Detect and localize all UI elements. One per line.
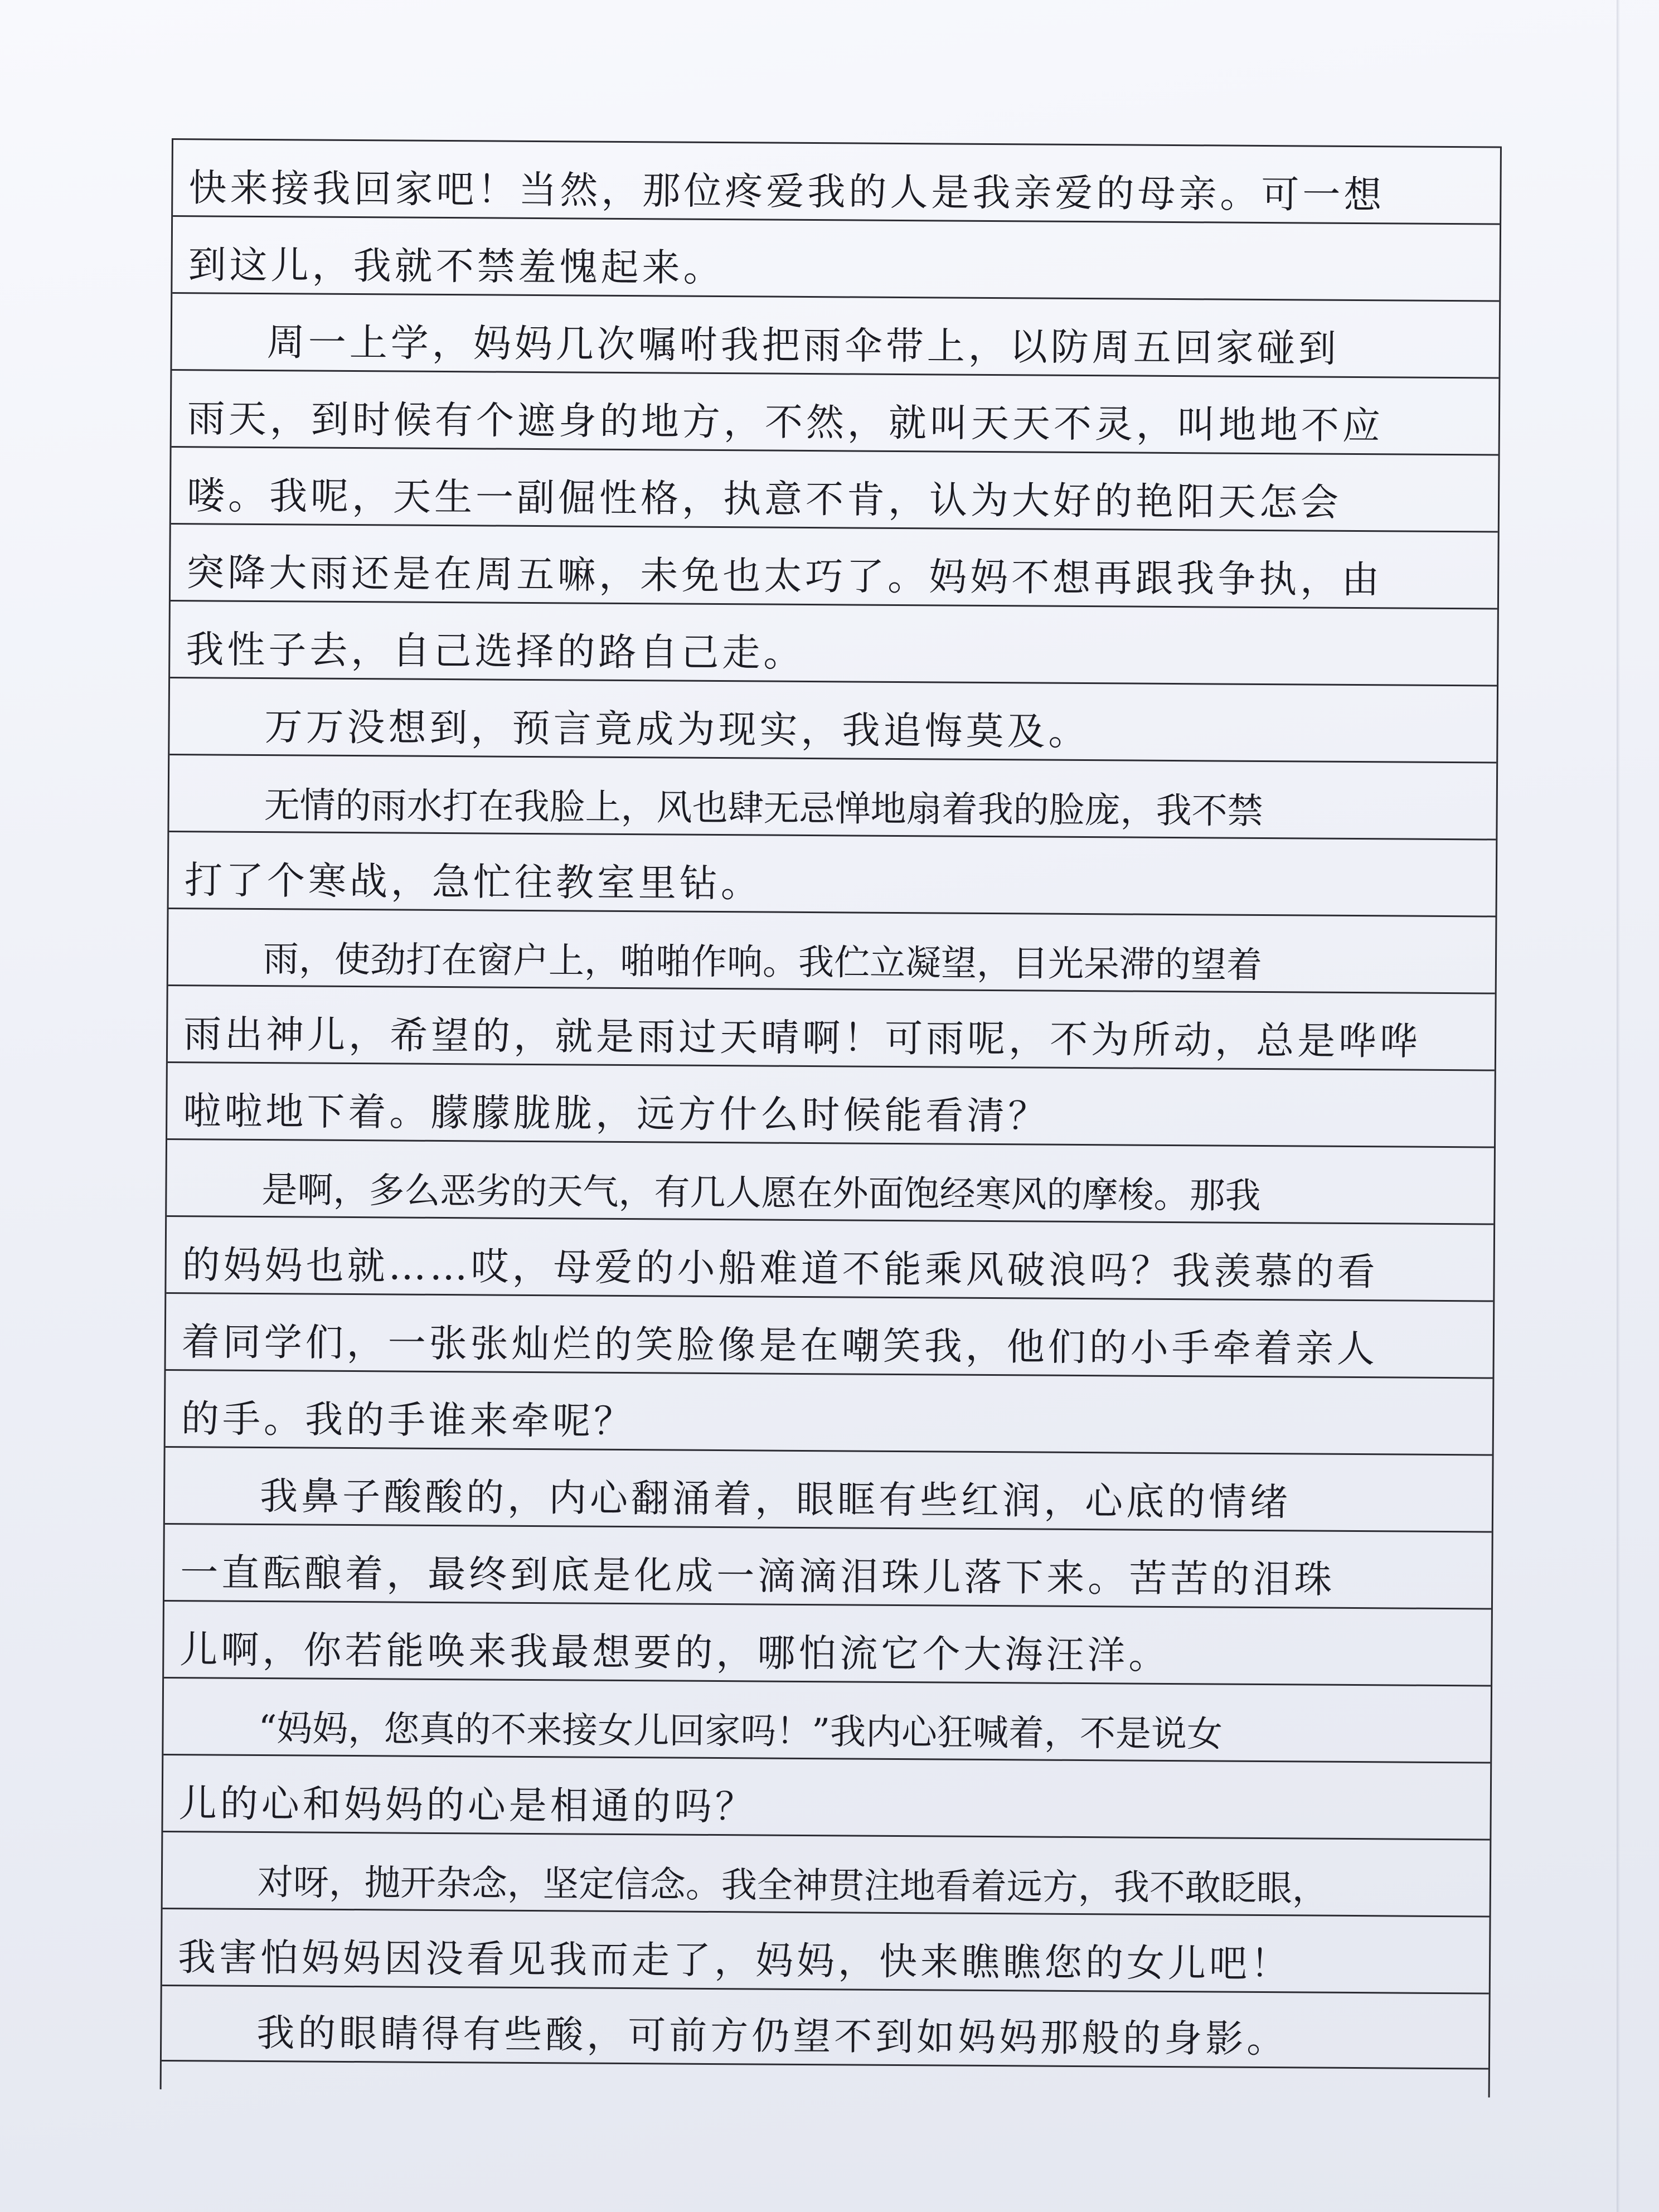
ruled-line [163,1754,1490,1839]
ruled-line [165,1446,1492,1531]
ruled-line [172,369,1499,454]
handwritten-line: 着同学们，一张张灿烂的笑脸像是在嘲笑我，他们的小手牵着亲人 [181,1320,1379,1372]
handwritten-line: 打了个寒战，急忙往教室里钻。 [184,858,763,906]
handwritten-line: 雨出神儿，希望的，就是雨过天晴啊！可雨呢，不为所动，总是哗哗 [183,1012,1422,1064]
ruled-line [163,1831,1490,1916]
ruled-line [162,1908,1490,1993]
handwritten-line: 突降大雨还是在周五嘛，未免也太巧了。妈妈不想再跟我争执，由 [186,551,1383,603]
handwritten-line: 喽。我呢，天生一副倔性格，执意不肯，认为大好的艳阳天怎会 [186,474,1342,525]
handwritten-line: 我的眼睛得有些酸，可前方仍望不到如妈妈那般的身影。 [256,2011,1288,2062]
ruled-line [166,1292,1493,1377]
ruled-line [164,1523,1492,1608]
ruled-line [169,831,1496,916]
ruled-line [162,1985,1489,2070]
ruled-line [166,1215,1493,1301]
ruled-line [169,677,1497,762]
handwritten-line: 无情的雨水打在我脸上，风也肆无忌惮地扇着我的脸庞，我不禁 [264,785,1263,832]
ruled-line [164,1600,1491,1685]
handwritten-line: 万万没想到，预言竟成为现实，我追悔莫及。 [264,705,1090,755]
lined-writing-area [160,138,1502,2098]
handwritten-line: 儿的心和妈妈的心是相通的吗？ [178,1782,756,1830]
ruled-line [163,1677,1491,1762]
handwritten-line: 的手。我的手谁来牵呢？ [181,1397,636,1444]
ruled-line [171,446,1498,531]
handwritten-line: 到这儿，我就不禁羞愧起来。 [188,243,725,291]
ruled-line [168,908,1496,993]
handwritten-line: 周一上学，妈妈几次嘱咐我把雨伞带上，以防周五回家碰到 [266,321,1340,371]
ruled-line [171,523,1498,608]
handwritten-line: 对呀，抛开杂念，坚定信念。我全神贯注地看着远方，我不敢眨眼， [257,1861,1328,1910]
handwritten-line: 儿啊，你若能唤来我最想要的，哪怕流它个大海汪洋。 [180,1628,1170,1678]
handwritten-line: 我性子去，自己选择的路自己走。 [186,628,805,676]
handwritten-line: 雨天，到时候有个遮身的地方，不然，就叫天天不灵，叫地地不应 [187,397,1384,449]
handwritten-line: 我鼻子酸酸的，内心翻涌着，眼眶有些红润，心底的情绪 [259,1474,1292,1525]
ruled-line [170,600,1497,685]
handwritten-line: “妈妈，您真的不来接女儿回家吗！”我内心狂喊着，不是说女 [258,1708,1223,1755]
handwritten-line: 一直酝酿着，最终到底是化成一滴滴泪珠儿落下来。苦苦的泪珠 [180,1551,1336,1602]
ruled-line [173,138,1500,224]
page-edge [1617,0,1620,2212]
ruled-line [167,1138,1494,1224]
handwritten-line: 啦啦地下着。朦朦胧胧，远方什么时候能看清？ [183,1089,1050,1139]
handwritten-line: 是啊，多么恶劣的天气，有几人愿在外面饱经寒风的摩梭。那我 [261,1170,1261,1217]
ruled-line [172,215,1500,300]
handwritten-line: 我害怕妈妈因没看见我而走了，妈妈，快来瞧瞧您的女儿吧！ [177,1936,1292,1987]
ruled-line [172,292,1499,377]
handwritten-line: 雨，使劲打在窗户上，啪啪作响。我伫立凝望，目光呆滞的望着 [263,939,1263,986]
ruled-line [168,984,1495,1070]
handwritten-line: 的妈妈也就……哎，母爱的小船难道不能乘风破浪吗？我羡慕的看 [182,1243,1379,1295]
ruled-line [167,1061,1495,1147]
handwritten-line: 快来接我回家吧！当然，那位疼爱我的人是我亲爱的母亲。可一想 [188,166,1385,218]
ruled-line [169,754,1496,839]
ruled-line [166,1369,1493,1454]
